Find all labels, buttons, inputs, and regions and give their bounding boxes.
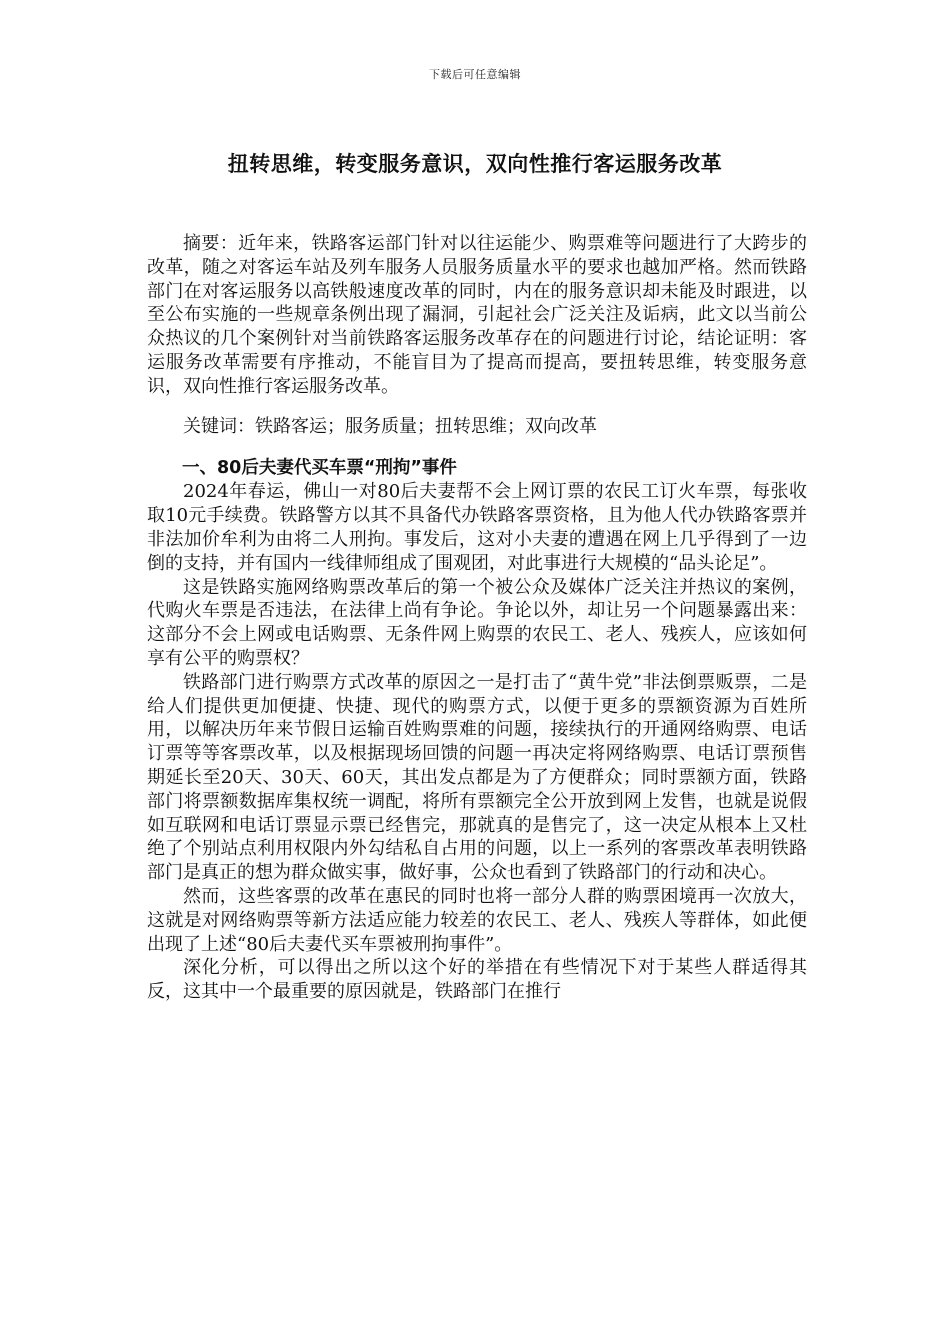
body-paragraph: 这是铁路实施网络购票改革后的第一个被公众及媒体广泛关注并热议的案例，代购火车票是否违法，在法律上尚有争论。争论以外，却让另一个问题暴露出来：这部分不会上网或电话购票、无条件网上购票的农民工、老人、残疾人，应该如何享有公平的购票权？ — [147, 576, 807, 669]
document-title: 扭转思维，转变服务意识，双向性推行客运服务改革 — [227, 152, 723, 176]
keywords-paragraph: 关键词：铁路客运；服务质量；扭转思维；双向改革 — [183, 415, 597, 437]
section-heading: 一、80后夫妻代买车票“刑拘”事件 — [182, 458, 457, 479]
abstract-paragraph: 摘要：近年来，铁路客运部门针对以往运能少、购票难等问题进行了大跨步的改革，随之对客运车站及列车服务人员服务质量水平的要求也越加严格。然而铁路部门在对客运服务以高铁般速度改革的同时，内在的服务意识却未能及时跟进，以至公布实施的一些规章条例出现了漏洞，引起社会广泛关注及诟病，此文以当前公众热议的几个案例针对当前铁路客运服务改革存在的问题进行讨论，结论证明：客运服务改革需要有序推动，不能盲目为了提高而提高，要扭转思维，转变服务意识，双向性推行客运服务改革。 — [147, 233, 807, 397]
header-note: 下载后可任意编辑 — [429, 68, 521, 81]
body-paragraph: 深化分析，可以得出之所以这个好的举措在有些情况下对于某些人群适得其反，这其中一个最重要的原因就是，铁路部门在推行 — [147, 957, 807, 1003]
body-paragraph: 2024年春运，佛山一对80后夫妻帮不会上网订票的农民工订火车票，每张收取10元手续费。铁路警方以其不具备代办铁路客票资格，且为他人代办铁路客票并非法加价牟利为由将二人刑拘。事发后，这对小夫妻的遭遇在网上几乎得到了一边倒的支持，并有国内一线律师组成了围观团，对此事进行大规模的“品头论足”。 — [147, 481, 807, 574]
body-paragraph: 然而，这些客票的改革在惠民的同时也将一部分人群的购票困境再一次放大，这就是对网络购票等新方法适应能力较差的农民工、老人、残疾人等群体，如此便出现了上述“80后夫妻代买车票被刑拘事件”。 — [147, 885, 807, 955]
document-body — [147, 232, 807, 1004]
body-paragraph: 铁路部门进行购票方式改革的原因之一是打击了“黄牛党”非法倒票贩票，二是给人们提供更加便捷、快捷、现代的购票方式，以便于更多的票额资源为百姓所用，以解决历年来节假日运输百姓购票难的问题，接续执行的开通网络购票、电话订票等等客票改革，以及根据现场回馈的问题一再决定将网络购票、电话订票预售期延长至20天、30天、60天，其出发点都是为了方便群众；同时票额方面，铁路部门将票额数据库集权统一调配，将所有票额完全公开放到网上发售，也就是说假如互联网和电话订票显示票已经售完，那就真的是售完了，这一决定从根本上又杜绝了个别站点利用权限内外勾结私自占用的问题，以上一系列的客票改革表明铁路部门是真正的想为群众做实事，做好事，公众也看到了铁路部门的行动和决心。 — [147, 671, 807, 884]
